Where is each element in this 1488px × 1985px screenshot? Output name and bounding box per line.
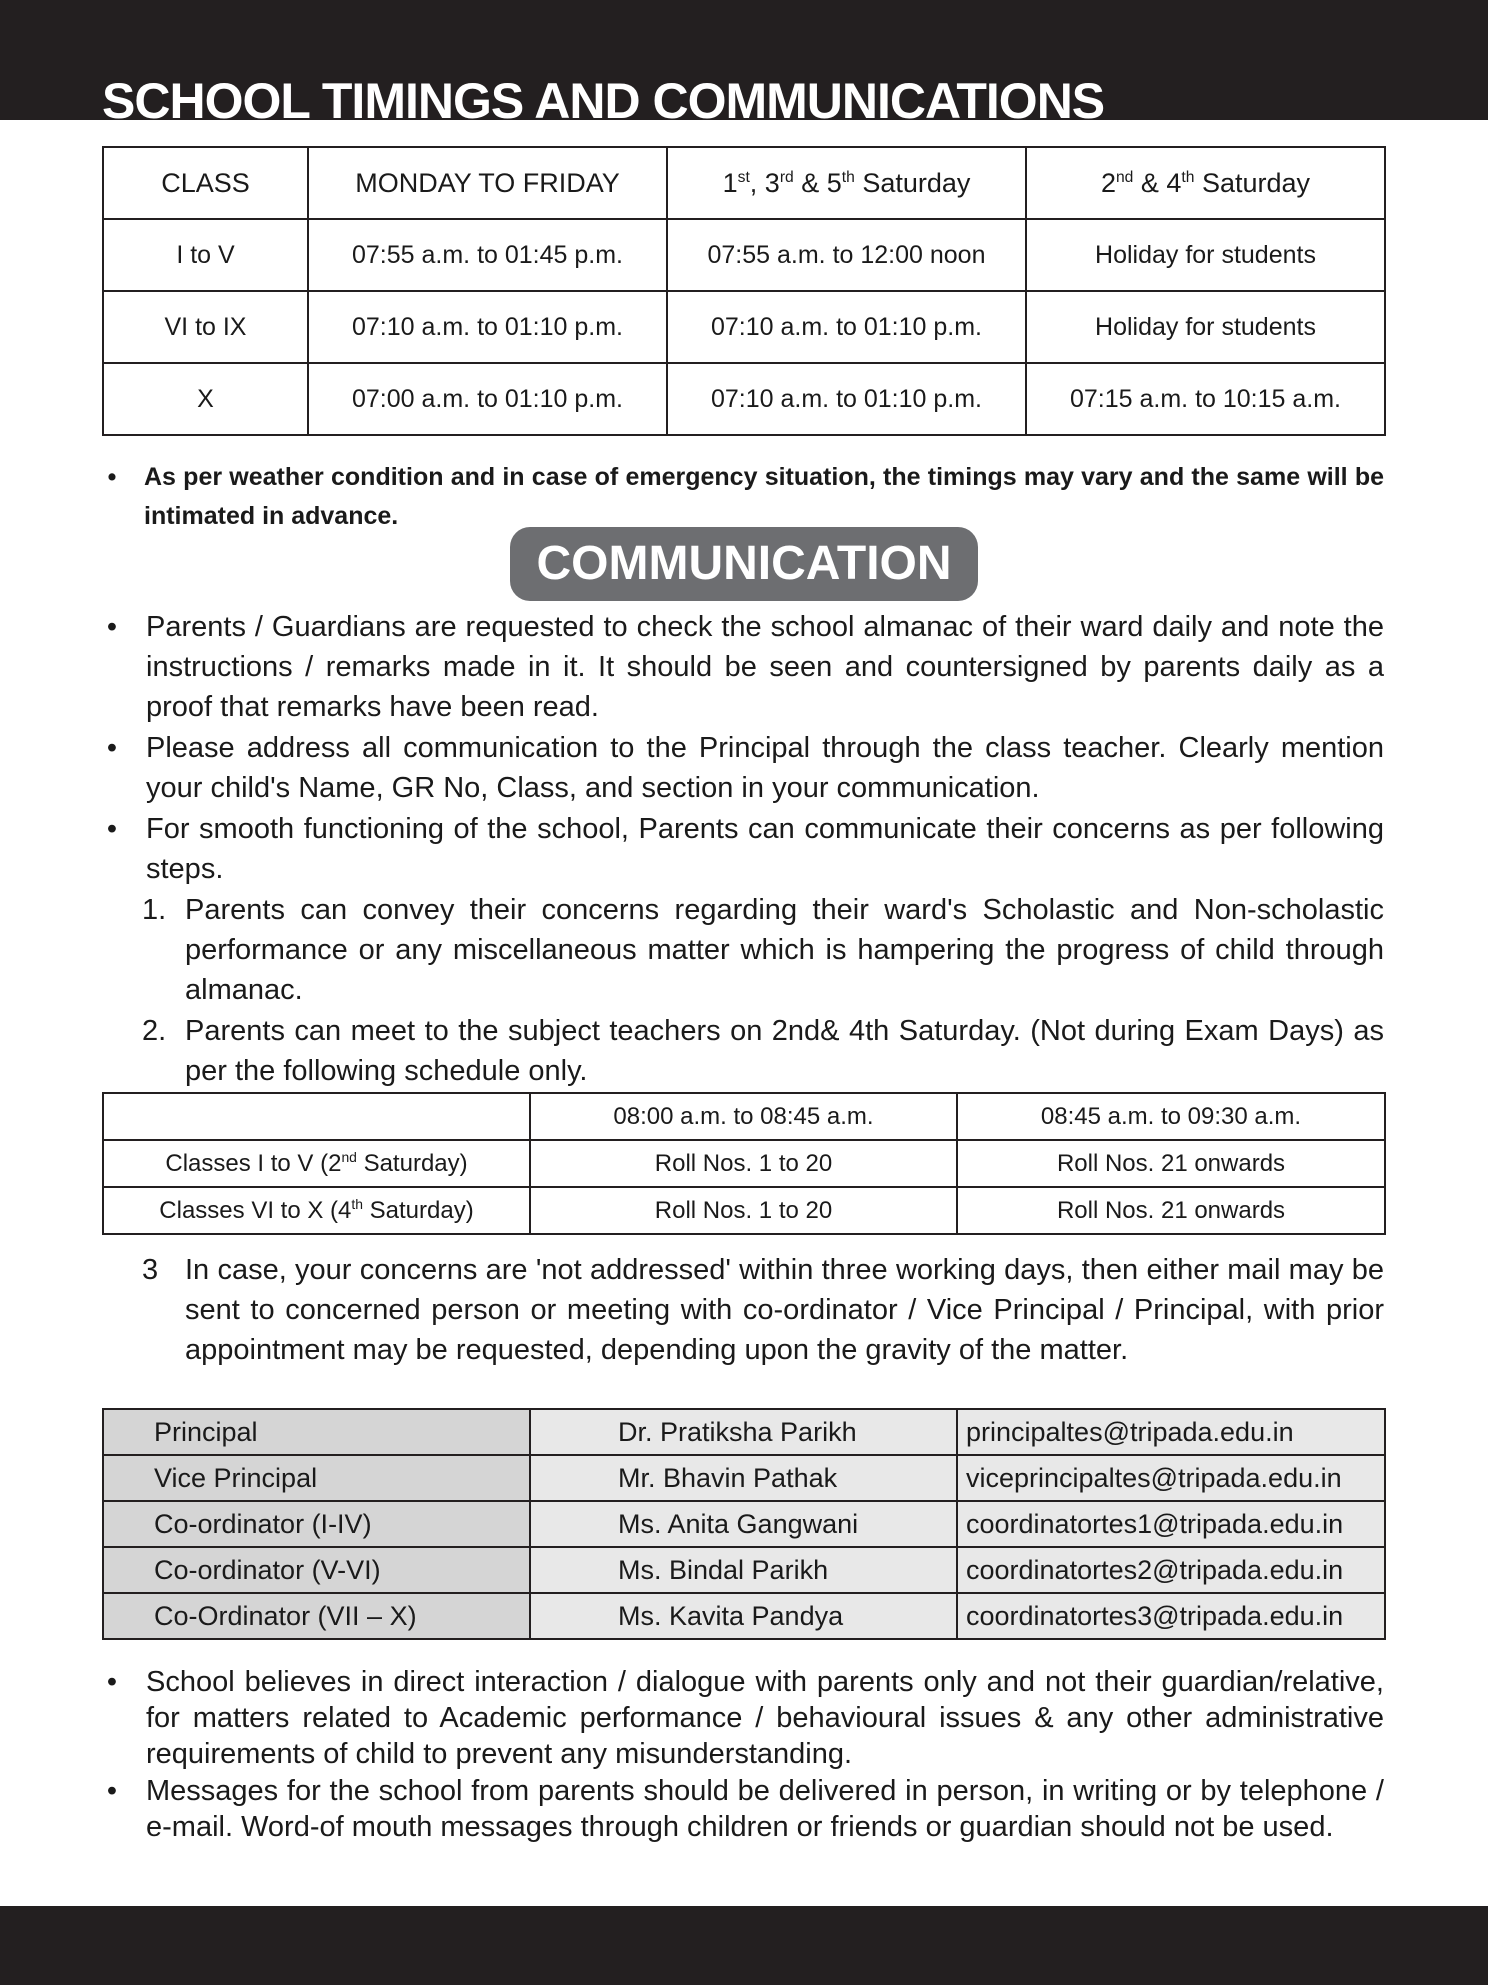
contact-email[interactable]: viceprincipaltes@tripada.edu.in	[957, 1455, 1385, 1501]
contact-role: Vice Principal	[103, 1455, 530, 1501]
table-row	[103, 1140, 1385, 1187]
table-row	[103, 1593, 1385, 1639]
contact-email[interactable]: coordinatortes2@tripada.edu.in	[957, 1547, 1385, 1593]
contact-name: Ms. Bindal Parikh	[530, 1547, 957, 1593]
header-class: CLASS	[103, 147, 308, 219]
table-row	[103, 1409, 1385, 1455]
bullet-text: Messages for the school from parents should be delivered in person, in writing or by telephone / e-mail. Word-of mouth messages through children or friends or guardian should not be used.	[146, 1775, 1384, 1843]
class-cell: X	[103, 363, 308, 435]
contact-email[interactable]: principaltes@tripada.edu.in	[957, 1409, 1385, 1455]
class-group-cell: Classes I to V (2nd Saturday)	[103, 1140, 530, 1187]
bullet-icon: •	[106, 1666, 118, 1698]
step-text: Parents can convey their concerns regarding their ward's Scholastic and Non-scholastic performance or any miscellaneous matter which is hampering the progress of child through almanac.	[185, 894, 1384, 1006]
slot-cell: Roll Nos. 21 onwards	[957, 1187, 1385, 1234]
bullet-text: Parents / Guardians are requested to check the school almanac of their ward daily and note the instructions / remarks made in it. It should be seen and countersigned by parents daily as a proof that remarks have been read.	[146, 611, 1384, 723]
header-bar	[0, 0, 1488, 120]
slot-cell: Roll Nos. 1 to 20	[530, 1140, 957, 1187]
school-timings-table	[102, 146, 1386, 436]
weekday-cell: 07:00 a.m. to 01:10 p.m.	[308, 363, 667, 435]
contact-email[interactable]: coordinatortes3@tripada.edu.in	[957, 1593, 1385, 1639]
timing-note	[102, 458, 1384, 536]
page-title: SCHOOL TIMINGS AND COMMUNICATIONS	[102, 73, 1105, 120]
table-row	[103, 1187, 1385, 1234]
weekday-cell: 07:55 a.m. to 01:45 p.m.	[308, 219, 667, 291]
step-item	[142, 1250, 1384, 1370]
meeting-schedule-table	[102, 1092, 1386, 1235]
slot-cell: Roll Nos. 21 onwards	[957, 1140, 1385, 1187]
contact-role: Co-Ordinator (VII – X)	[103, 1593, 530, 1639]
footer-bar	[0, 1906, 1488, 1985]
contacts-table	[102, 1408, 1386, 1640]
contact-role: Principal	[103, 1409, 530, 1455]
weekday-cell: 07:10 a.m. to 01:10 p.m.	[308, 291, 667, 363]
table-row	[103, 1501, 1385, 1547]
timing-note-text: As per weather condition and in case of emergency situation, the timings may vary and the same will be intimated in advance.	[144, 463, 1384, 530]
table-row	[103, 291, 1385, 363]
contact-name: Dr. Pratiksha Parikh	[530, 1409, 957, 1455]
bullet-icon: •	[106, 611, 118, 643]
step-text: In case, your concerns are 'not addressed' within three working days, then either mail may be sent to concerned person or meeting with co-ordinator / Vice Principal / Principal, with prior appointment may be requested, depending upon the gravity of the matter.	[185, 1254, 1384, 1366]
contact-name: Ms. Anita Gangwani	[530, 1501, 957, 1547]
contact-role: Co-ordinator (I-IV)	[103, 1501, 530, 1547]
bullet-icon: •	[106, 732, 118, 764]
slot-header: 08:00 a.m. to 08:45 a.m.	[530, 1093, 957, 1140]
table-row	[103, 1547, 1385, 1593]
contact-email[interactable]: coordinatortes1@tripada.edu.in	[957, 1501, 1385, 1547]
closing-bullet	[102, 1773, 1384, 1845]
sat135-cell: 07:10 a.m. to 01:10 p.m.	[667, 363, 1026, 435]
bullet-icon: •	[107, 463, 117, 491]
bullet-text: Please address all communication to the Principal through the class teacher. Clearly mention your child's Name, GR No, Class, and section in your communication.	[146, 732, 1384, 804]
slot-header: 08:45 a.m. to 09:30 a.m.	[957, 1093, 1385, 1140]
step-item	[142, 1011, 1384, 1091]
class-cell: I to V	[103, 219, 308, 291]
bullet-text: School believes in direct interaction / dialogue with parents only and not their guardian/relative, for matters related to Academic performance / behavioural issues & any other administrative requirements of child to prevent any misunderstanding.	[146, 1666, 1384, 1770]
contact-name: Mr. Bhavin Pathak	[530, 1455, 957, 1501]
communication-heading: COMMUNICATION	[510, 527, 978, 601]
contact-name: Ms. Kavita Pandya	[530, 1593, 957, 1639]
sat135-cell: 07:55 a.m. to 12:00 noon	[667, 219, 1026, 291]
header-sat-135: 1st, 3rd & 5th Saturday	[667, 147, 1026, 219]
sat24-cell: Holiday for students	[1026, 219, 1385, 291]
step-item	[142, 890, 1384, 1010]
table-row	[103, 363, 1385, 435]
bullet-text: For smooth functioning of the school, Parents can communicate their concerns as per following steps.	[146, 813, 1384, 885]
step-number: 1.	[142, 894, 167, 926]
header-sat-24: 2nd & 4th Saturday	[1026, 147, 1385, 219]
step-number: 3	[142, 1254, 159, 1286]
contact-role: Co-ordinator (V-VI)	[103, 1547, 530, 1593]
table-row	[103, 1455, 1385, 1501]
communication-bullet	[102, 809, 1384, 889]
communication-bullet	[102, 607, 1384, 727]
bullet-icon: •	[106, 1775, 118, 1807]
header-weekday: MONDAY TO FRIDAY	[308, 147, 667, 219]
slot-cell: Roll Nos. 1 to 20	[530, 1187, 957, 1234]
schedule-header-row	[103, 1093, 1385, 1140]
sat24-cell: Holiday for students	[1026, 291, 1385, 363]
empty-header-cell	[103, 1093, 530, 1140]
class-group-cell: Classes VI to X (4th Saturday)	[103, 1187, 530, 1234]
class-cell: VI to IX	[103, 291, 308, 363]
bullet-icon: •	[106, 813, 118, 845]
sat135-cell: 07:10 a.m. to 01:10 p.m.	[667, 291, 1026, 363]
timings-header-row	[103, 147, 1385, 219]
sat24-cell: 07:15 a.m. to 10:15 a.m.	[1026, 363, 1385, 435]
closing-bullet	[102, 1664, 1384, 1772]
step-text: Parents can meet to the subject teachers on 2nd& 4th Saturday. (Not during Exam Days) as per the following schedule only.	[185, 1015, 1384, 1087]
step-number: 2.	[142, 1015, 167, 1047]
communication-bullet	[102, 728, 1384, 808]
table-row	[103, 219, 1385, 291]
